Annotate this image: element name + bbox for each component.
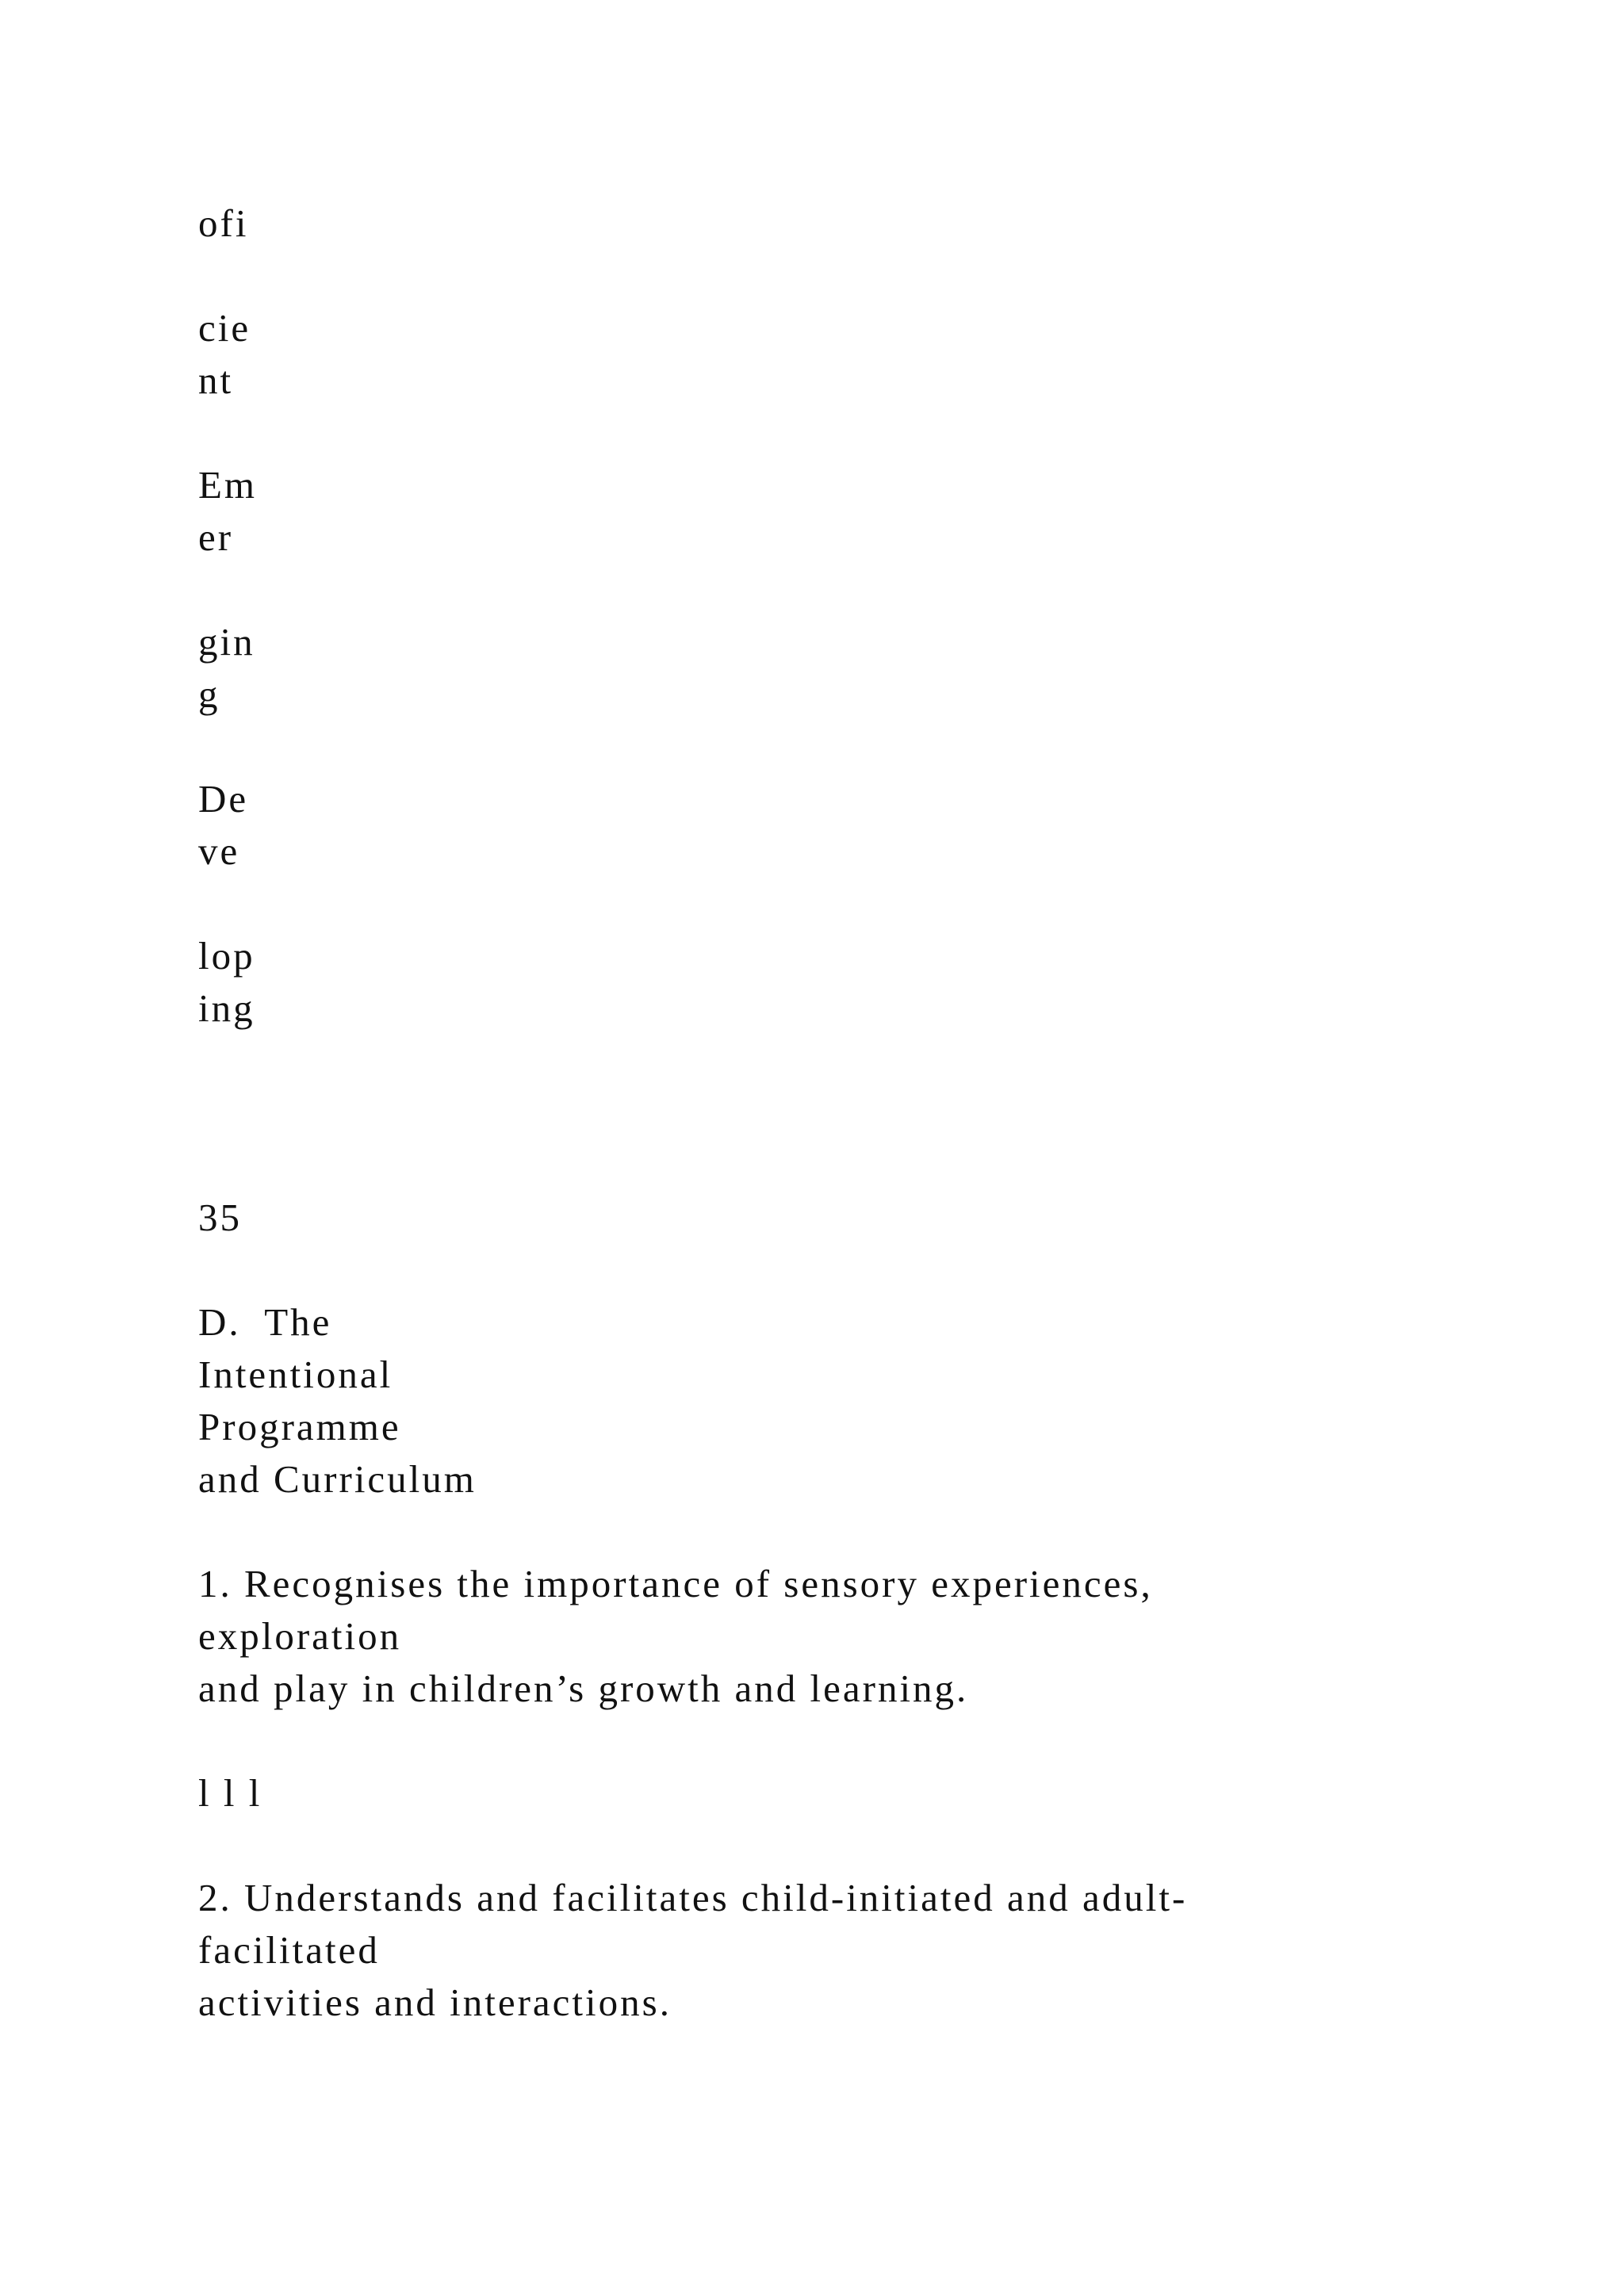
page-number: 35 bbox=[198, 1196, 242, 1239]
section-heading: Programme bbox=[198, 1405, 401, 1448]
section-heading: D. The bbox=[198, 1300, 332, 1344]
rating-fragment: gin bbox=[198, 620, 255, 664]
criterion-item-2: activities and interactions. bbox=[198, 1980, 672, 2024]
rating-fragment: nt bbox=[198, 358, 234, 402]
rating-fragment: ofi bbox=[198, 201, 249, 245]
criterion-item-1: exploration bbox=[198, 1614, 402, 1658]
criterion-item-2: 2. Understands and facilitates child-initiated and adult- bbox=[198, 1876, 1188, 1919]
rating-fragment: Em bbox=[198, 463, 258, 507]
section-heading: Intentional bbox=[198, 1353, 393, 1396]
rating-fragment: ve bbox=[198, 829, 240, 873]
rating-fragment: ing bbox=[198, 986, 255, 1030]
section-heading: and Curriculum bbox=[198, 1457, 477, 1501]
rating-fragment: cie bbox=[198, 306, 251, 350]
rating-fragment: lop bbox=[198, 934, 255, 978]
criterion-item-2: facilitated bbox=[198, 1928, 380, 1972]
criterion-item-1: and play in children’s growth and learning. bbox=[198, 1667, 969, 1710]
criterion-item-1: 1. Recognises the importance of sensory experiences, bbox=[198, 1562, 1153, 1605]
rating-fragment: er bbox=[198, 515, 234, 559]
rating-marks: l l l bbox=[198, 1771, 262, 1815]
rating-fragment: De bbox=[198, 777, 249, 821]
rating-fragment: g bbox=[198, 672, 220, 716]
